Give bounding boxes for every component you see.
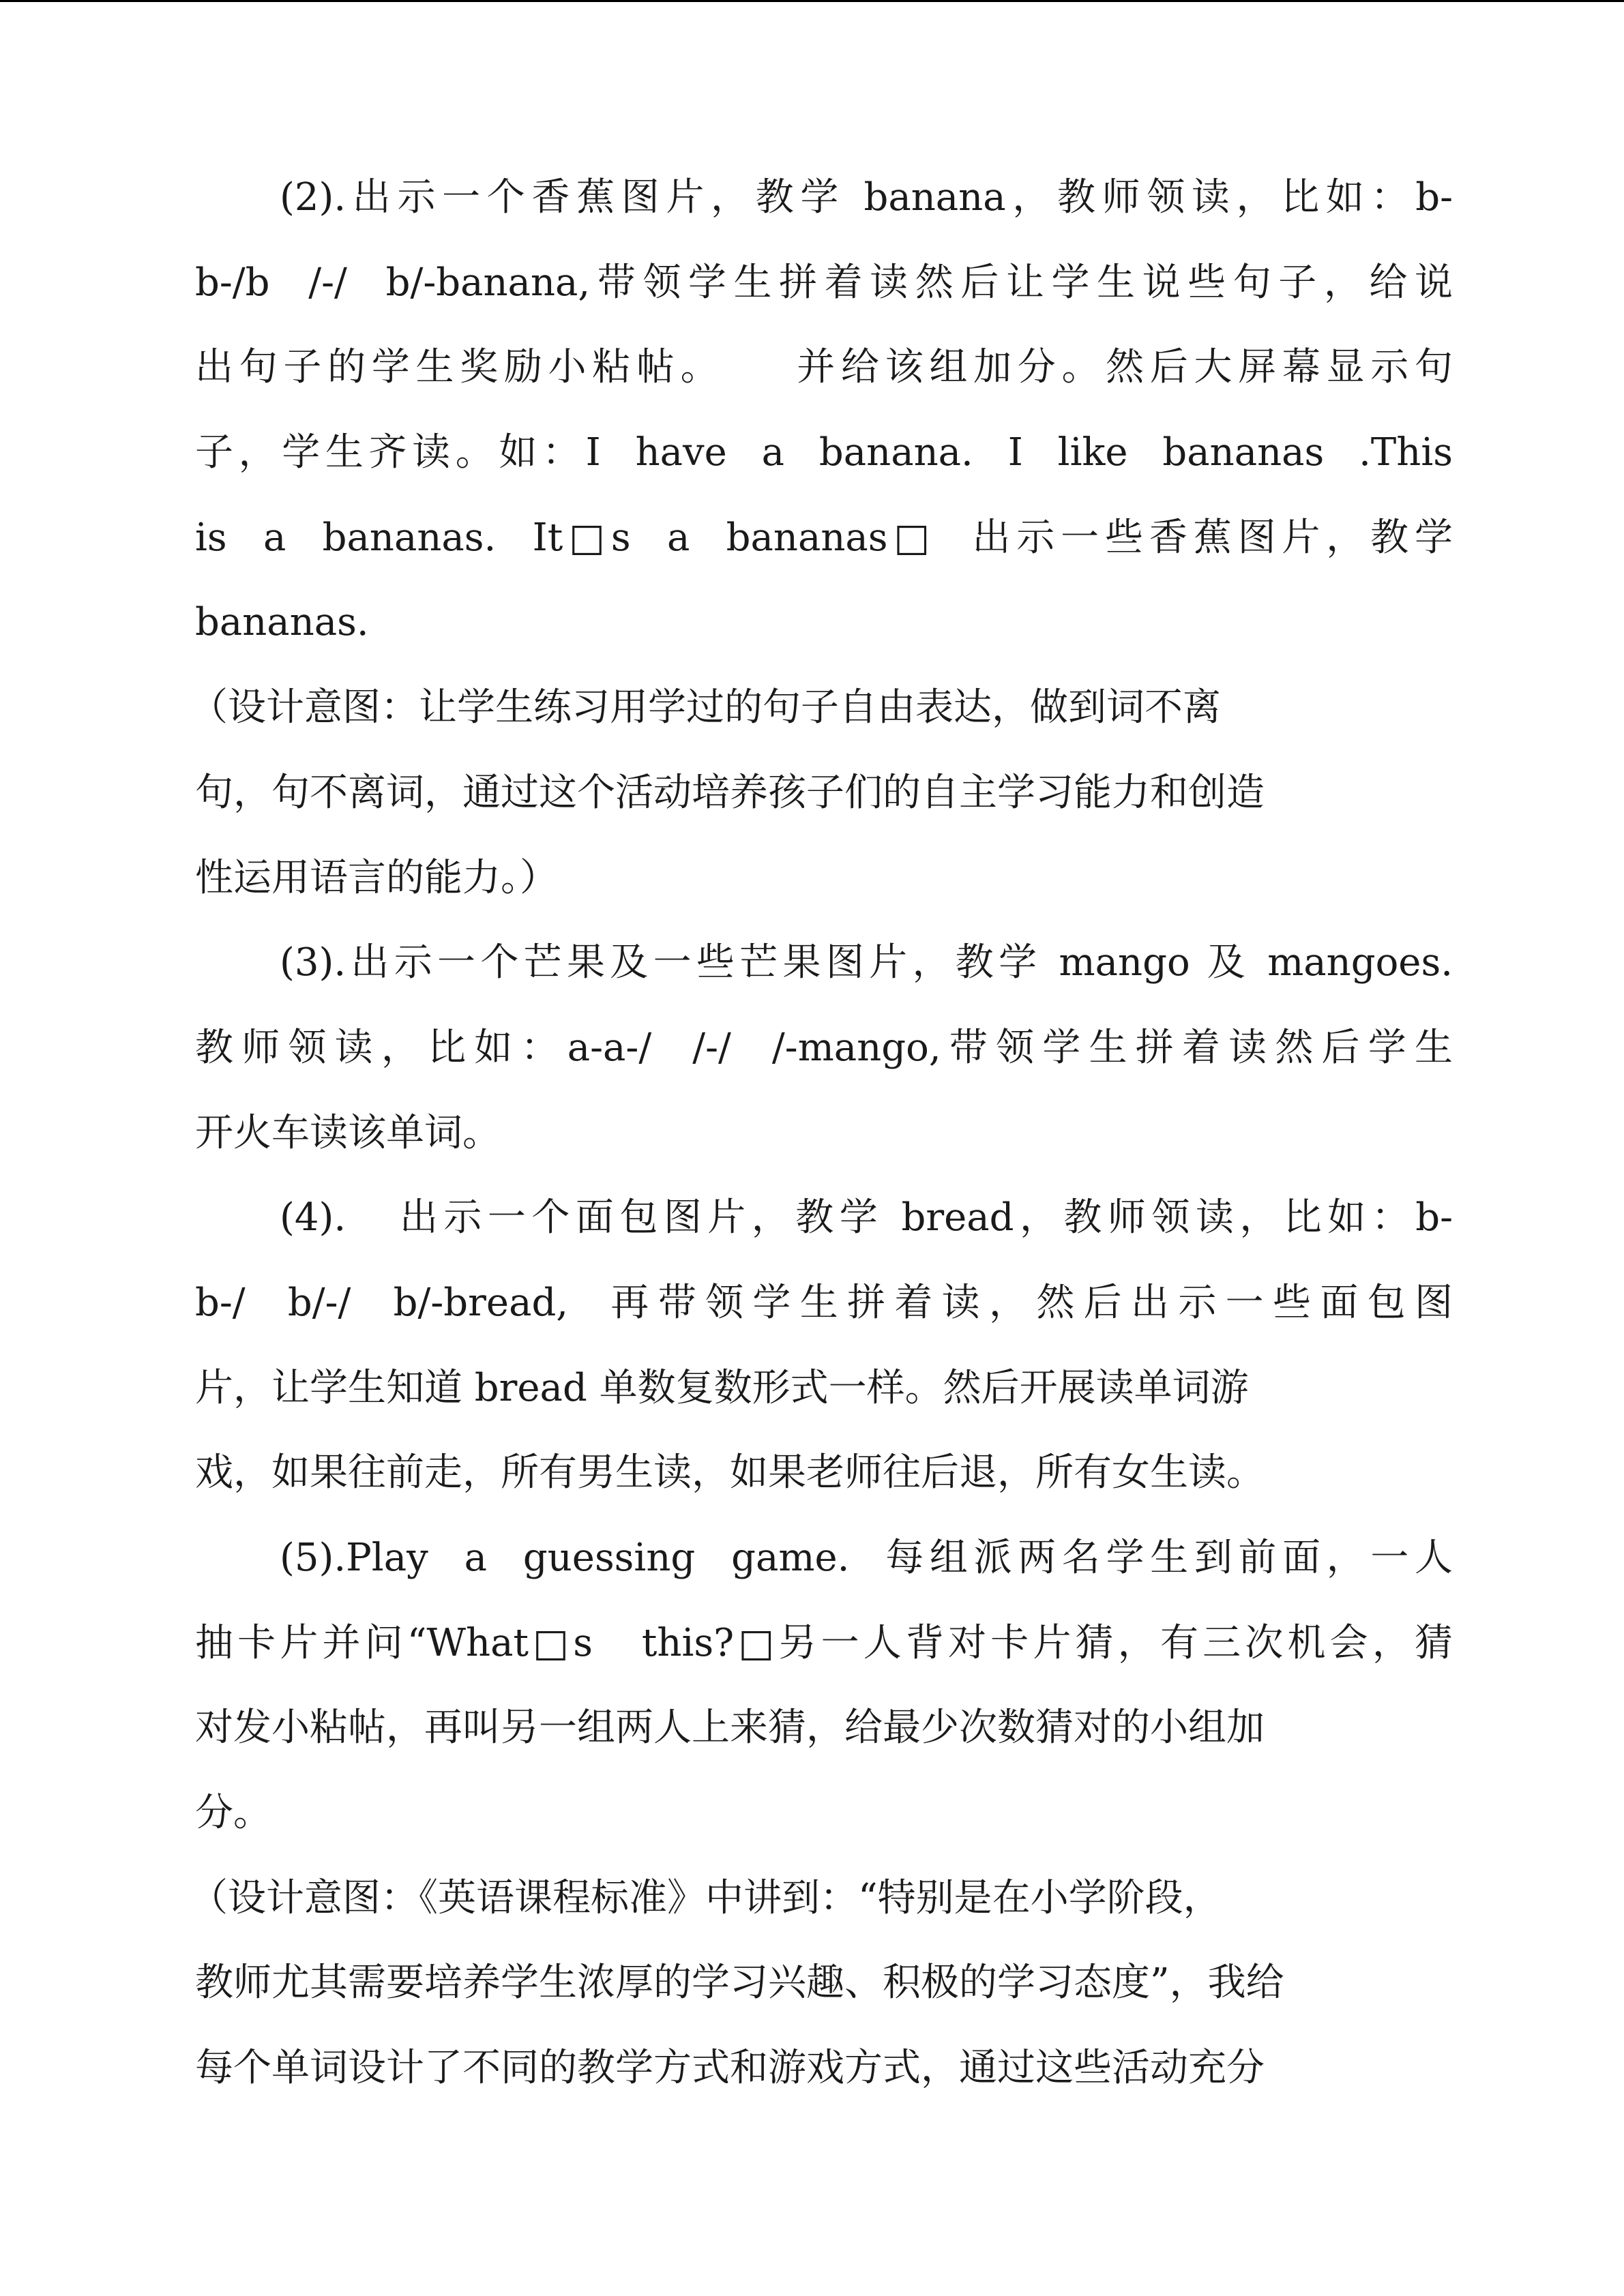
text-line: 开火车读该单词。	[195, 1110, 501, 1155]
text-line: (4). 出示一个面包图片，教学 bread，教师领读，比如：b-	[280, 1195, 1453, 1240]
text-line: 对发小粘帖，再叫另一组两人上来猜，给最少次数猜对的小组加	[195, 1705, 1265, 1750]
text-line: b-/b /-/ b/-banana,带领学生拼着读然后让学生说些句子，给说	[195, 260, 1453, 305]
design-intent-line: 每个单词设计了不同的教学方式和游戏方式，通过这些活动充分	[195, 2046, 1265, 2091]
design-intent-line: 性运用语言的能力。）	[195, 855, 558, 900]
document-body	[190, 155, 1453, 2111]
text-line: (5).Play a guessing game. 每组派两名学生到前面，一人	[280, 1536, 1453, 1580]
design-intent-line: 句，句不离词，通过这个活动培养孩子们的自主学习能力和创造	[195, 770, 1265, 815]
text-line: 教师领读，比如：a-a-/ /-/ /-mango,带领学生拼着读然后学生	[195, 1025, 1453, 1070]
text-line: 子，学生齐读。如：I have a banana. I like bananas .This	[195, 430, 1453, 475]
text-line: (2).出示一个香蕉图片，教学 banana，教师领读，比如：b-	[280, 175, 1453, 220]
text-line: is a bananas. It□s a bananas□ 出示一些香蕉图片，教学	[195, 515, 1453, 560]
text-line: bananas.	[195, 600, 369, 645]
design-intent-line: （设计意图：《英语课程标准》中讲到：“特别是在小学阶段，	[190, 1875, 1222, 1920]
text-line: 片，让学生知道 bread 单数复数形式一样。然后开展读单词游	[195, 1365, 1249, 1410]
text-line: b-/ b/-/ b/-bread, 再带领学生拼着读，然后出示一些面包图	[195, 1280, 1453, 1325]
text-line: 分。	[195, 1791, 271, 1836]
text-line: 抽卡片并问“What□s this?□另一人背对卡片猜，有三次机会，猜	[195, 1620, 1453, 1665]
text-line: 出句子的学生奖励小粘帖。 并给该组加分。然后大屏幕显示句	[195, 345, 1453, 390]
design-intent-line: 教师尤其需要培养学生浓厚的学习兴趣、积极的学习态度”，我给	[195, 1960, 1284, 2006]
page-top-border	[0, 0, 1624, 2]
text-line: 戏，如果往前走，所有男生读，如果老师往后退，所有女生读。	[195, 1450, 1265, 1495]
text-line: (3).出示一个芒果及一些芒果图片，教学 mango 及 mangoes.	[280, 940, 1453, 985]
design-intent-line: （设计意图：让学生练习用学过的句子自由表达，做到词不离	[190, 685, 1221, 730]
